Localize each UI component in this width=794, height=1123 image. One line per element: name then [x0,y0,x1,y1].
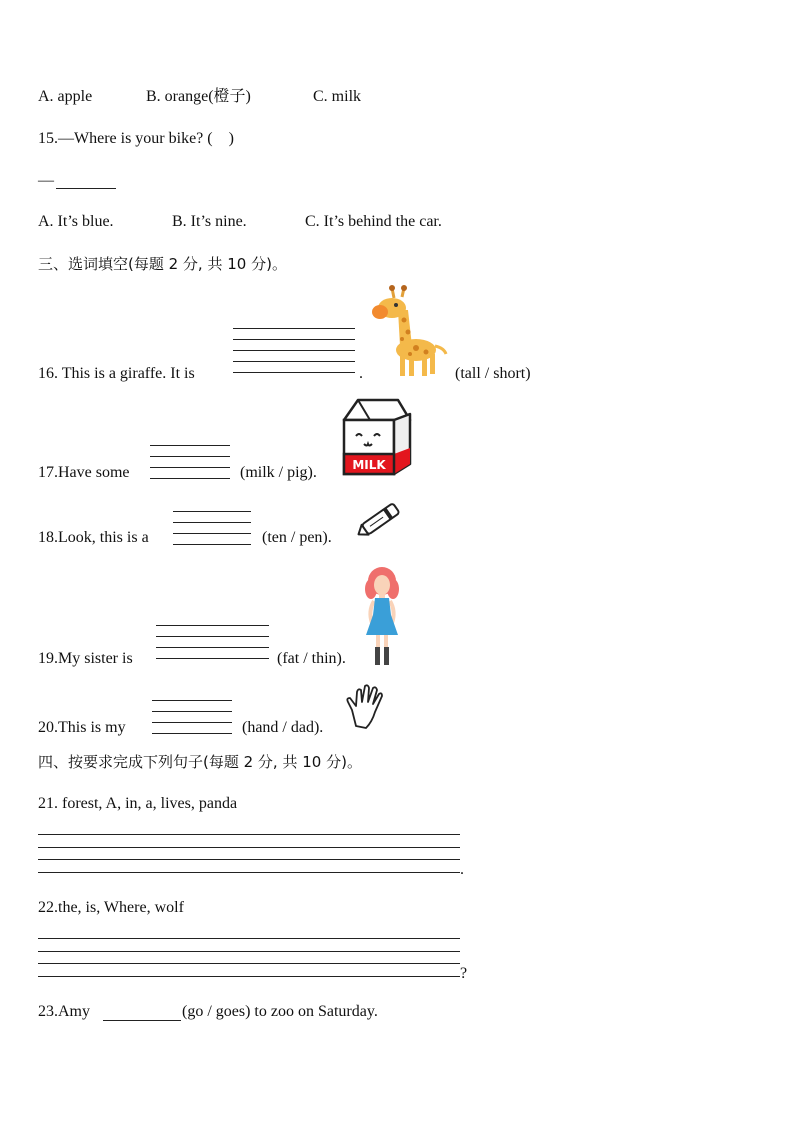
q19-prefix: 19.My sister is [38,650,133,667]
q18-choices: (ten / pen). [262,529,332,546]
q20-prefix: 20.This is my [38,719,126,736]
q21-answer-lines[interactable] [38,834,460,884]
q18-answer-lines[interactable] [173,511,251,555]
q23-answer-blank[interactable] [103,1020,181,1021]
hand-icon [344,682,388,730]
q15-question: 15.—Where is your bike? ( ) [38,130,234,147]
q20-choices: (hand / dad). [242,719,324,736]
q21-prompt: 21. forest, A, in, a, lives, panda [38,795,238,812]
q16-prefix: 16. This is a giraffe. It is [38,365,195,382]
q16-period: . [359,365,363,382]
milk-carton-label: MILK [352,458,386,472]
section4-title: 四、按要求完成下列句子(每题 2 分, 共 10 分)。 [38,753,362,771]
q23-prefix: 23.Amy [38,1003,90,1020]
q19-choices: (fat / thin). [277,650,346,667]
girl-icon [362,565,402,667]
q15-option-b: B. It’s nine. [172,213,247,230]
q22-prompt: 22.the, is, Where, wolf [38,899,184,916]
q17-prefix: 17.Have some [38,464,130,481]
q15-option-a: A. It’s blue. [38,213,114,230]
pen-icon [352,500,406,540]
q14-option-b: B. orange(橙子) [146,88,251,105]
q16-answer-lines[interactable] [233,328,355,383]
q17-choices: (milk / pig). [240,464,317,481]
q20-answer-lines[interactable] [152,700,232,744]
q21-end: . [460,861,464,878]
section3-title: 三、选词填空(每题 2 分, 共 10 分)。 [38,255,287,273]
giraffe-icon [368,284,448,380]
q17-answer-lines[interactable] [150,445,230,489]
milk-carton-icon [340,398,414,478]
q14-option-a: A. apple [38,88,93,105]
q15-option-c: C. It’s behind the car. [305,213,442,230]
q15-answer-blank[interactable] [56,188,116,189]
q18-prefix: 18.Look, this is a [38,529,149,546]
q16-choices: (tall / short) [455,365,531,382]
q22-answer-lines[interactable] [38,938,460,988]
q14-option-c: C. milk [313,88,362,105]
q19-answer-lines[interactable] [156,625,269,669]
q15-dash: — [38,172,54,189]
q22-end: ? [460,965,468,982]
q23-suffix: (go / goes) to zoo on Saturday. [182,1003,378,1020]
